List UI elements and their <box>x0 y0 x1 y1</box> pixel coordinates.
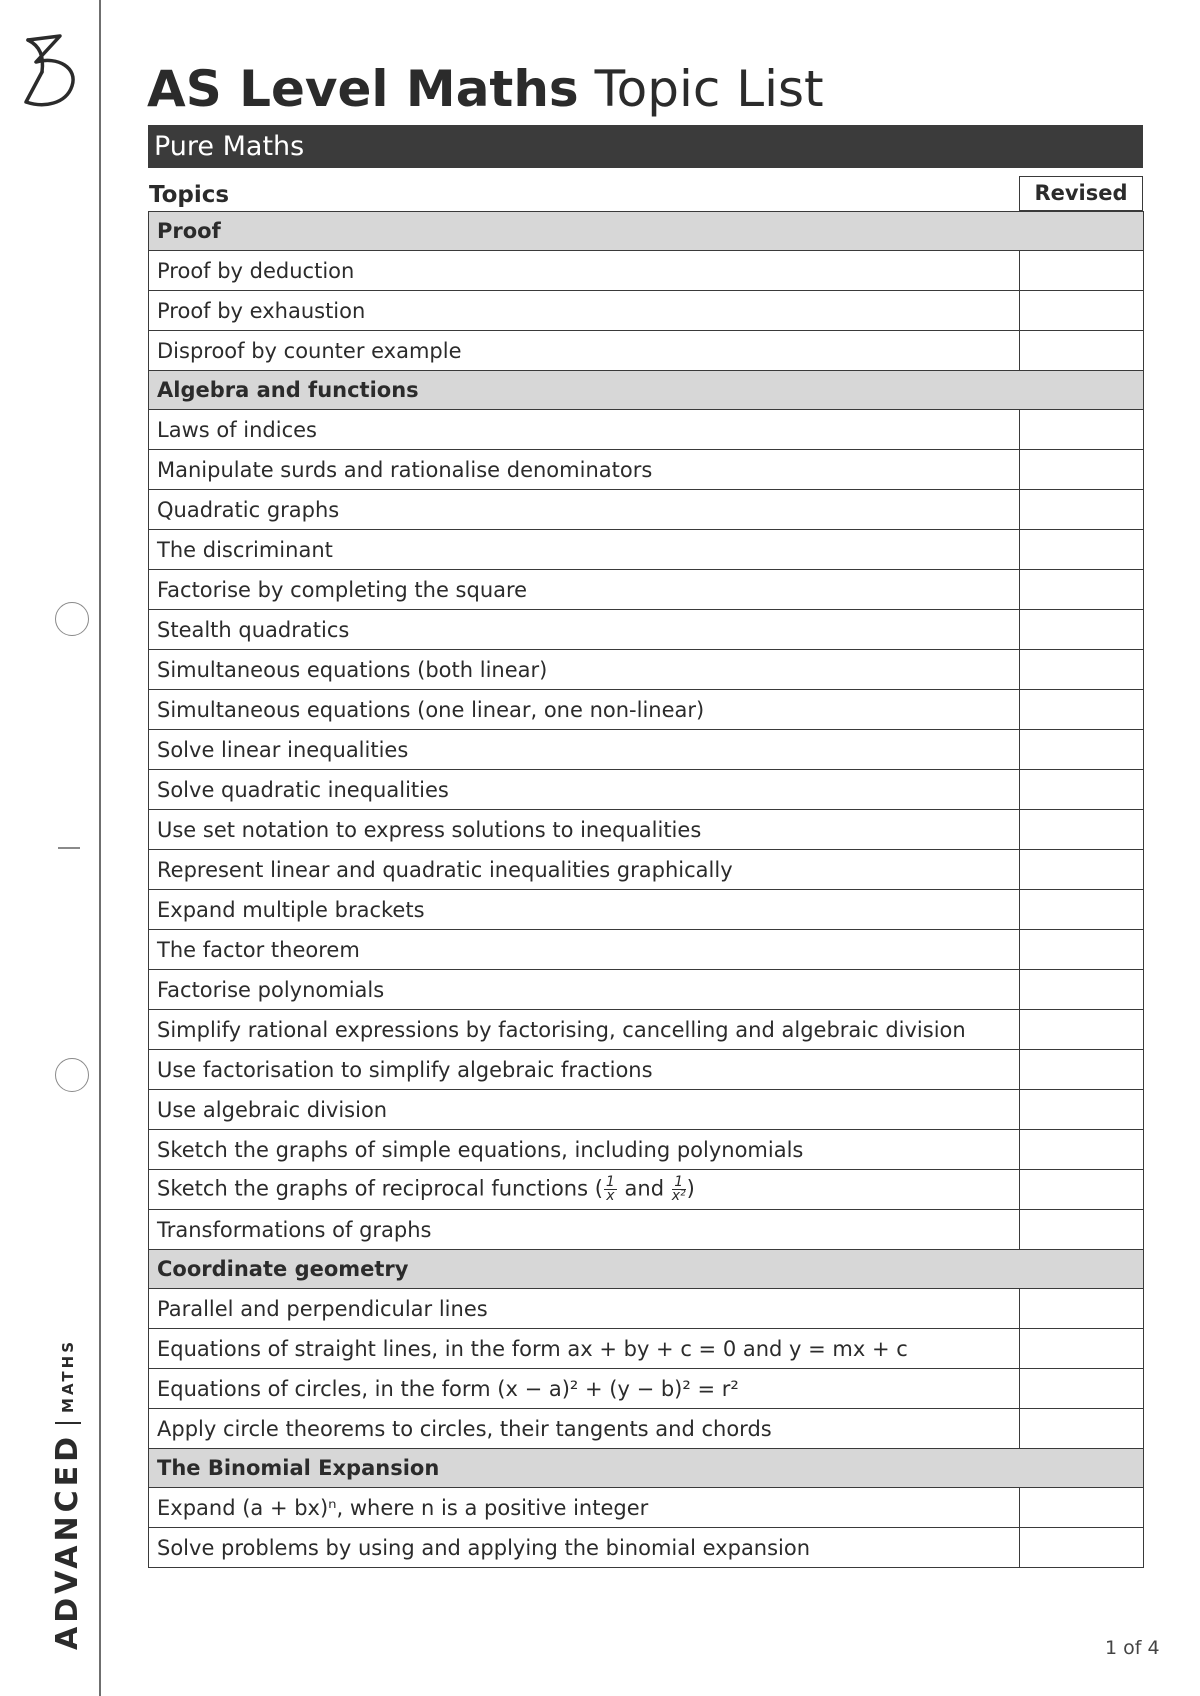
topic-label <box>149 1170 1020 1210</box>
topic-row <box>149 570 1144 610</box>
topic-row <box>149 650 1144 690</box>
brand-logo-icon <box>22 32 80 110</box>
revised-checkbox[interactable] <box>1020 970 1144 1010</box>
binder-hole-bottom <box>55 1058 89 1092</box>
revised-checkbox[interactable] <box>1020 1210 1144 1250</box>
category-row <box>149 212 1144 251</box>
topic-row <box>149 450 1144 490</box>
topic-label: Solve problems by using and applying the binomial expansion <box>149 1528 1020 1568</box>
fraction-one-over-x-squared <box>672 1176 686 1203</box>
topic-label: The factor theorem <box>149 930 1020 970</box>
topic-label: Use set notation to express solutions to inequalities <box>149 810 1020 850</box>
topic-row <box>149 530 1144 570</box>
topic-label: Proof by exhaustion <box>149 291 1020 331</box>
revised-checkbox[interactable] <box>1020 930 1144 970</box>
revised-checkbox[interactable] <box>1020 1130 1144 1170</box>
revised-checkbox[interactable] <box>1020 410 1144 450</box>
topic-row <box>149 730 1144 770</box>
topic-label: Factorise polynomials <box>149 970 1020 1010</box>
topic-text: and <box>617 1176 671 1201</box>
topic-text: Sketch the graphs of reciprocal functions ( <box>157 1176 603 1201</box>
revised-checkbox[interactable] <box>1020 450 1144 490</box>
topic-row <box>149 1409 1144 1449</box>
topic-label: Expand multiple brackets <box>149 890 1020 930</box>
revised-checkbox[interactable] <box>1020 530 1144 570</box>
binder-hole-top <box>55 602 89 636</box>
topic-row <box>149 1050 1144 1090</box>
denominator: x <box>606 1188 615 1204</box>
topic-label: The discriminant <box>149 530 1020 570</box>
revised-checkbox[interactable] <box>1020 331 1144 371</box>
category-label: Coordinate geometry <box>149 1250 1144 1289</box>
revised-checkbox[interactable] <box>1020 1090 1144 1130</box>
topic-row <box>149 1329 1144 1369</box>
topic-label: Proof by deduction <box>149 251 1020 291</box>
revised-checkbox[interactable] <box>1020 570 1144 610</box>
topic-row <box>149 810 1144 850</box>
revised-checkbox[interactable] <box>1020 1329 1144 1369</box>
category-label: The Binomial Expansion <box>149 1449 1144 1488</box>
topic-label: Laws of indices <box>149 410 1020 450</box>
fraction-one-over-x <box>604 1176 617 1203</box>
page-title-bold: AS Level Maths <box>147 60 579 118</box>
topic-row <box>149 1130 1144 1170</box>
topic-row <box>149 490 1144 530</box>
topic-row <box>149 1528 1144 1568</box>
revised-checkbox[interactable] <box>1020 890 1144 930</box>
denominator: x² <box>671 1188 686 1204</box>
topic-label: Solve linear inequalities <box>149 730 1020 770</box>
revised-checkbox[interactable] <box>1020 690 1144 730</box>
topic-row <box>149 610 1144 650</box>
topic-row <box>149 690 1144 730</box>
topic-label: Factorise by completing the square <box>149 570 1020 610</box>
page-number: 1 of 4 <box>1105 1637 1160 1659</box>
topic-label: Expand (a + bx)ⁿ, where n is a positive integer <box>149 1488 1020 1528</box>
revised-checkbox[interactable] <box>1020 610 1144 650</box>
revised-checkbox[interactable] <box>1020 1409 1144 1449</box>
revised-checkbox[interactable] <box>1020 291 1144 331</box>
revised-checkbox[interactable] <box>1020 1170 1144 1210</box>
brand-sub: MATHS <box>58 1338 77 1413</box>
topic-row <box>149 890 1144 930</box>
topic-label: Parallel and perpendicular lines <box>149 1289 1020 1329</box>
topic-text: ) <box>686 1176 695 1201</box>
topic-label: Quadratic graphs <box>149 490 1020 530</box>
topic-row <box>149 251 1144 291</box>
revised-checkbox[interactable] <box>1020 1289 1144 1329</box>
category-label: Algebra and functions <box>149 371 1144 410</box>
topic-label: Simplify rational expressions by factorising, cancelling and algebraic division <box>149 1010 1020 1050</box>
numerator: 1 <box>605 1174 615 1190</box>
topic-row <box>149 291 1144 331</box>
topic-row <box>149 970 1144 1010</box>
revised-column-header: Revised <box>1019 176 1143 211</box>
topic-row <box>149 1289 1144 1329</box>
topic-label: Use factorisation to simplify algebraic fractions <box>149 1050 1020 1090</box>
revised-checkbox[interactable] <box>1020 1369 1144 1409</box>
topic-label: Transformations of graphs <box>149 1210 1020 1250</box>
topic-label: Simultaneous equations (one linear, one non-linear) <box>149 690 1020 730</box>
topic-row <box>149 930 1144 970</box>
topic-row <box>149 1210 1144 1250</box>
revised-checkbox[interactable] <box>1020 251 1144 291</box>
topic-row <box>149 1488 1144 1528</box>
revised-checkbox[interactable] <box>1020 1050 1144 1090</box>
fold-mark <box>58 847 80 849</box>
revised-checkbox[interactable] <box>1020 650 1144 690</box>
topic-label: Use algebraic division <box>149 1090 1020 1130</box>
numerator: 1 <box>672 1176 686 1190</box>
topics-column-header: Topics <box>149 182 230 208</box>
revised-checkbox[interactable] <box>1020 770 1144 810</box>
topic-label: Sketch the graphs of simple equations, including polynomials <box>149 1130 1020 1170</box>
brand-name: ADVANCED <box>50 1432 85 1650</box>
topic-label: Equations of straight lines, in the form ax + by + c = 0 and y = mx + c <box>149 1329 1020 1369</box>
category-row <box>149 371 1144 410</box>
topic-label: Equations of circles, in the form (x − a)² + (y − b)² = r² <box>149 1369 1020 1409</box>
revised-checkbox[interactable] <box>1020 1528 1144 1568</box>
category-row <box>149 1250 1144 1289</box>
brand-divider <box>55 1422 81 1424</box>
topic-row <box>149 850 1144 890</box>
topic-label: Represent linear and quadratic inequalities graphically <box>149 850 1020 890</box>
topic-row <box>149 1369 1144 1409</box>
topic-label: Apply circle theorems to circles, their tangents and chords <box>149 1409 1020 1449</box>
revised-checkbox[interactable] <box>1020 850 1144 890</box>
brand-wordmark <box>50 1339 85 1650</box>
topic-label: Simultaneous equations (both linear) <box>149 650 1020 690</box>
topic-row <box>149 1090 1144 1130</box>
revised-checkbox[interactable] <box>1020 490 1144 530</box>
revised-checkbox[interactable] <box>1020 810 1144 850</box>
revised-checkbox[interactable] <box>1020 1488 1144 1528</box>
topic-row <box>149 331 1144 371</box>
category-label: Proof <box>149 212 1144 251</box>
topic-label: Disproof by counter example <box>149 331 1020 371</box>
topic-label: Stealth quadratics <box>149 610 1020 650</box>
topic-label: Manipulate surds and rationalise denominators <box>149 450 1020 490</box>
margin-line <box>99 0 101 1696</box>
page-title-light: Topic List <box>594 60 824 118</box>
topic-label: Solve quadratic inequalities <box>149 770 1020 810</box>
topic-table <box>148 211 1144 1568</box>
revised-checkbox[interactable] <box>1020 730 1144 770</box>
page-title <box>147 60 824 118</box>
topic-row <box>149 410 1144 450</box>
topic-row <box>149 770 1144 810</box>
topic-row <box>149 1170 1144 1210</box>
category-row <box>149 1449 1144 1488</box>
topic-row <box>149 1010 1144 1050</box>
section-header: Pure Maths <box>148 125 1143 168</box>
revised-checkbox[interactable] <box>1020 1010 1144 1050</box>
